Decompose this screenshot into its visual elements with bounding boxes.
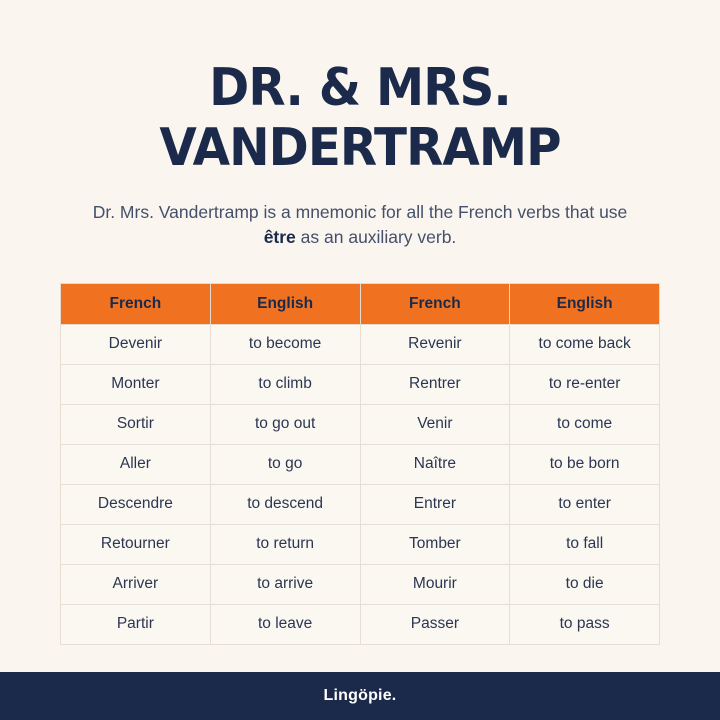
cell-english-2: to pass (510, 604, 660, 644)
footer-bar (0, 672, 720, 720)
cell-english-2: to come back (510, 324, 660, 364)
cell-english-1: to go (210, 444, 360, 484)
table-header-row (61, 283, 660, 324)
column-header-english-2: English (510, 283, 660, 324)
table-row (61, 524, 660, 564)
cell-english-1: to climb (210, 364, 360, 404)
cell-french-2: Naître (360, 444, 510, 484)
cell-french-1: Sortir (61, 404, 211, 444)
cell-french-1: Devenir (61, 324, 211, 364)
cell-french-1: Descendre (61, 484, 211, 524)
subtitle-text-after: as an auxiliary verb. (295, 227, 457, 248)
cell-french-2: Entrer (360, 484, 510, 524)
table-row (61, 604, 660, 644)
cell-french-2: Rentrer (360, 364, 510, 404)
cell-french-1: Partir (61, 604, 211, 644)
cell-english-2: to enter (510, 484, 660, 524)
verbs-table-wrapper (60, 283, 660, 645)
brand-logo: Lingöpie. (323, 687, 397, 704)
cell-english-1: to arrive (210, 564, 360, 604)
column-header-english-1: English (210, 283, 360, 324)
column-header-french-1: French (61, 283, 211, 324)
cell-english-1: to go out (210, 404, 360, 444)
verbs-table (60, 283, 660, 645)
cell-french-1: Aller (61, 444, 211, 484)
table-row (61, 444, 660, 484)
cell-english-1: to descend (210, 484, 360, 524)
cell-french-2: Revenir (360, 324, 510, 364)
cell-french-1: Monter (61, 364, 211, 404)
cell-english-2: to be born (510, 444, 660, 484)
page-subtitle (80, 200, 640, 251)
subtitle-text-before: Dr. Mrs. Vandertramp is a mnemonic for all the French verbs that use (92, 202, 628, 222)
table-row (61, 484, 660, 524)
cell-french-1: Arriver (61, 564, 211, 604)
column-header-french-2: French (360, 283, 510, 324)
table-row (61, 564, 660, 604)
table-row (61, 324, 660, 364)
cell-english-2: to re-enter (510, 364, 660, 404)
table-header (61, 283, 660, 324)
cell-french-2: Mourir (360, 564, 510, 604)
table-body (61, 324, 660, 644)
subtitle-emphasis: être (263, 227, 296, 248)
cell-french-2: Tomber (360, 524, 510, 564)
page-title: DR. & MRS. VANDERTRAMP (159, 58, 561, 178)
table-row (61, 404, 660, 444)
cell-french-2: Venir (360, 404, 510, 444)
cell-french-1: Retourner (61, 524, 211, 564)
cell-english-2: to die (510, 564, 660, 604)
cell-english-1: to leave (210, 604, 360, 644)
cell-english-2: to fall (510, 524, 660, 564)
cell-english-1: to return (210, 524, 360, 564)
cell-english-2: to come (510, 404, 660, 444)
table-row (61, 364, 660, 404)
cell-french-2: Passer (360, 604, 510, 644)
cell-english-1: to become (210, 324, 360, 364)
